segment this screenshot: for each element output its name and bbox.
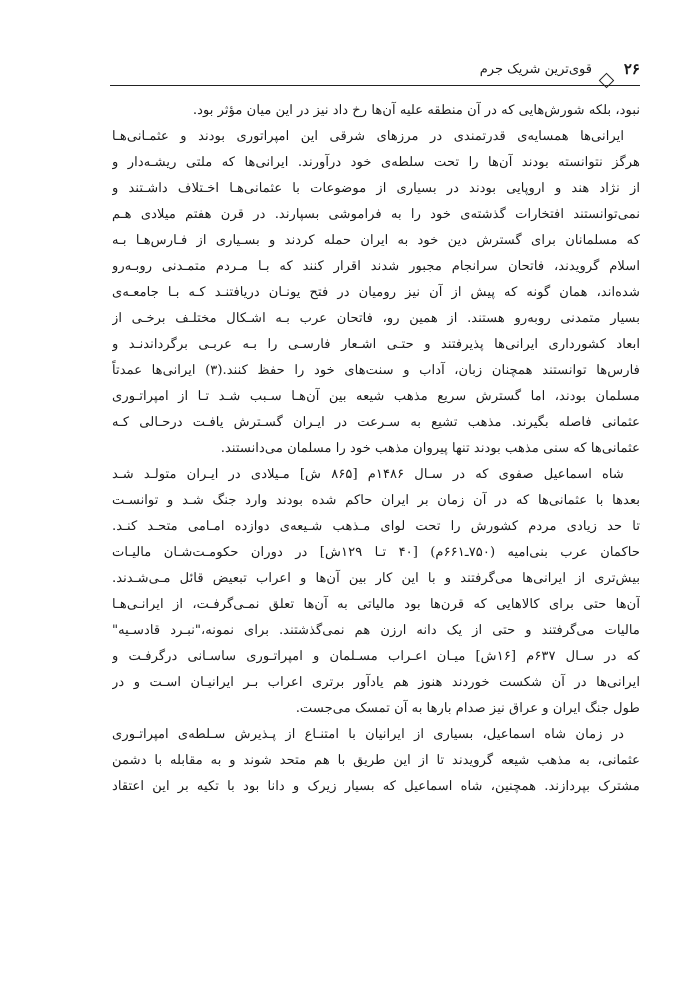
text-line: بعدها با عثمانی‌ها که در آن زمان بر ایران حاکم شده بودند وارد جنگ شـد و توانسـت (112, 493, 640, 508)
text-line: بسیار متمدنی روبه‌رو هستند. از همین رو، فاتحان عرب بـه اشـکال مختلـف برخـی از (112, 311, 640, 326)
text-line: مشترک بپردازند. همچنین، شاه اسماعیل که بسیار زیرک و دانا بود با تکیه بر این اعتقاد (112, 779, 640, 794)
text-line: مالیات می‌گرفتند و حتی از یک دانه ارزن هم نمی‌گذشتند. برای نمونه،"نبـرد قادسـیه" (112, 623, 640, 638)
text-line: نبود، بلکه شورش‌هایی که در آن منطقه علیه آن‌ها رخ داد نیز در این میان مؤثر بود. (192, 103, 640, 118)
text-line: آن‌ها حتی برای کالاهایی که قرن‌ها بود مالیاتی به آن‌ها تعلق نمـی‌گرفـت، از ایرانـی‌هـا (112, 597, 640, 612)
text-line: در زمان شاه اسماعیل، بسیاری از ایرانیان با امتنـاع از پـذیرش سـلطه‌ی امپراتـوری (112, 727, 624, 742)
text-line: عثمانی‌ها که سنی مذهب بودند تنها پیروان مذهب خود را مسلمان می‌دانستند. (220, 441, 640, 456)
text-line: از نژاد هند و اروپایی بودند در بسیاری از موضوعات با عثمانی‌هـا اخـتلاف داشـتند و (112, 181, 640, 196)
text-line: شاه اسماعیل صفوی که در سـال ۱۴۸۶م [۸۶۵ ش] مـیلادی در ایـران متولـد شـد (112, 467, 624, 482)
page-number: ۲۶ (623, 60, 640, 78)
text-line: بیش‌تری از ایرانی‌ها می‌گرفتند و با این کار بین آن‌ها و اعراب تبعیض قائل مـی‌شـدند. (112, 571, 640, 586)
text-line: اسلام گرویدند، فاتحان سرانجام مجبور شدند اقرار کنند که بـا مـردم متمـدنی روبـه‌رو (112, 259, 640, 274)
text-line: ایرانی‌ها همسایه‌ی قدرتمندی در مرزهای شرقی این امپراتوری بودند و عثمـانی‌هـا (112, 129, 624, 144)
text-line: حاکمان عرب بنی‌امیه (۷۵۰ـ۶۶۱م) [۴۰ تـا ۱۲۹ش] در دوران حکومـت‌شـان مالیـات (112, 545, 640, 560)
text-line: طول جنگ ایران و عراق نیز صدام بارها به آن تمسک می‌جست. (295, 701, 640, 716)
page-header (110, 60, 640, 86)
header-rule (110, 85, 640, 86)
text-line: مسلمان بودند، اما گسترش سریع مذهب شیعه بین آن‌هـا سـبب شـد تـا از امپراتـوری (112, 389, 640, 404)
text-line: عثمانی، به مذهب شیعه گرویدند تا از این طریق با هم متحد شوند و به مقابله با دشمن (112, 753, 640, 768)
text-line: هرگز نتوانسته بودند آن‌ها را تحت سلطه‌ی خود درآورند. ایرانی‌ها که ملتی ریشـه‌دار و (112, 155, 640, 170)
text-line: نمی‌توانستند افتخارات گذشته‌ی خود را به فراموشی بسپارند. در قرن هفتم میلادی هـم (112, 207, 640, 222)
text-line: ابعاد کشورداری ایرانی‌ها پذیرفتند و حتـی اشـعار فارسـی را بـه عربـی برگرداندنـد و (112, 337, 640, 352)
text-line: که مسلمانان برای گسترش دین خود به ایران حمله کردند و بسـیاری از فـارس‌هـا بـه (112, 233, 640, 248)
running-title: قوی‌ترین شریک جرم (479, 62, 592, 77)
body-text (112, 98, 640, 800)
text-line: تا حد زیادی مردم کشورش را تحت لوای مـذهب شـیعه‌ی دوازده امـامی متحـد کنـد. (112, 519, 640, 534)
text-line: عثمانی فاصله بگیرند. مذهب تشیع به سـرعت در ایـران گسـترش یافـت درحـالی کـه (112, 415, 640, 430)
text-line: ایرانی‌ها در آن شکست خوردند هنوز هم یادآور برتری اعراب بـر ایرانیـان اسـت و در (112, 675, 640, 690)
text-line: فارس‌ها توانستند همچنان زبان، آداب و سنت‌های خود را حفظ کنند.(۳) ایرانی‌ها عمدتاً (112, 363, 640, 378)
text-line: که در سـال ۶۳۷م [۱۶ش] میـان اعـراب مسـلمان و امپراتـوری ساسـانی درگرفـت و (112, 649, 640, 664)
text-line: شده‌اند، همان گونه که پیش از آن نیز رومیان در فتح یونـان دریافتنـد کـه بـا جامعـه‌ی (112, 285, 640, 300)
